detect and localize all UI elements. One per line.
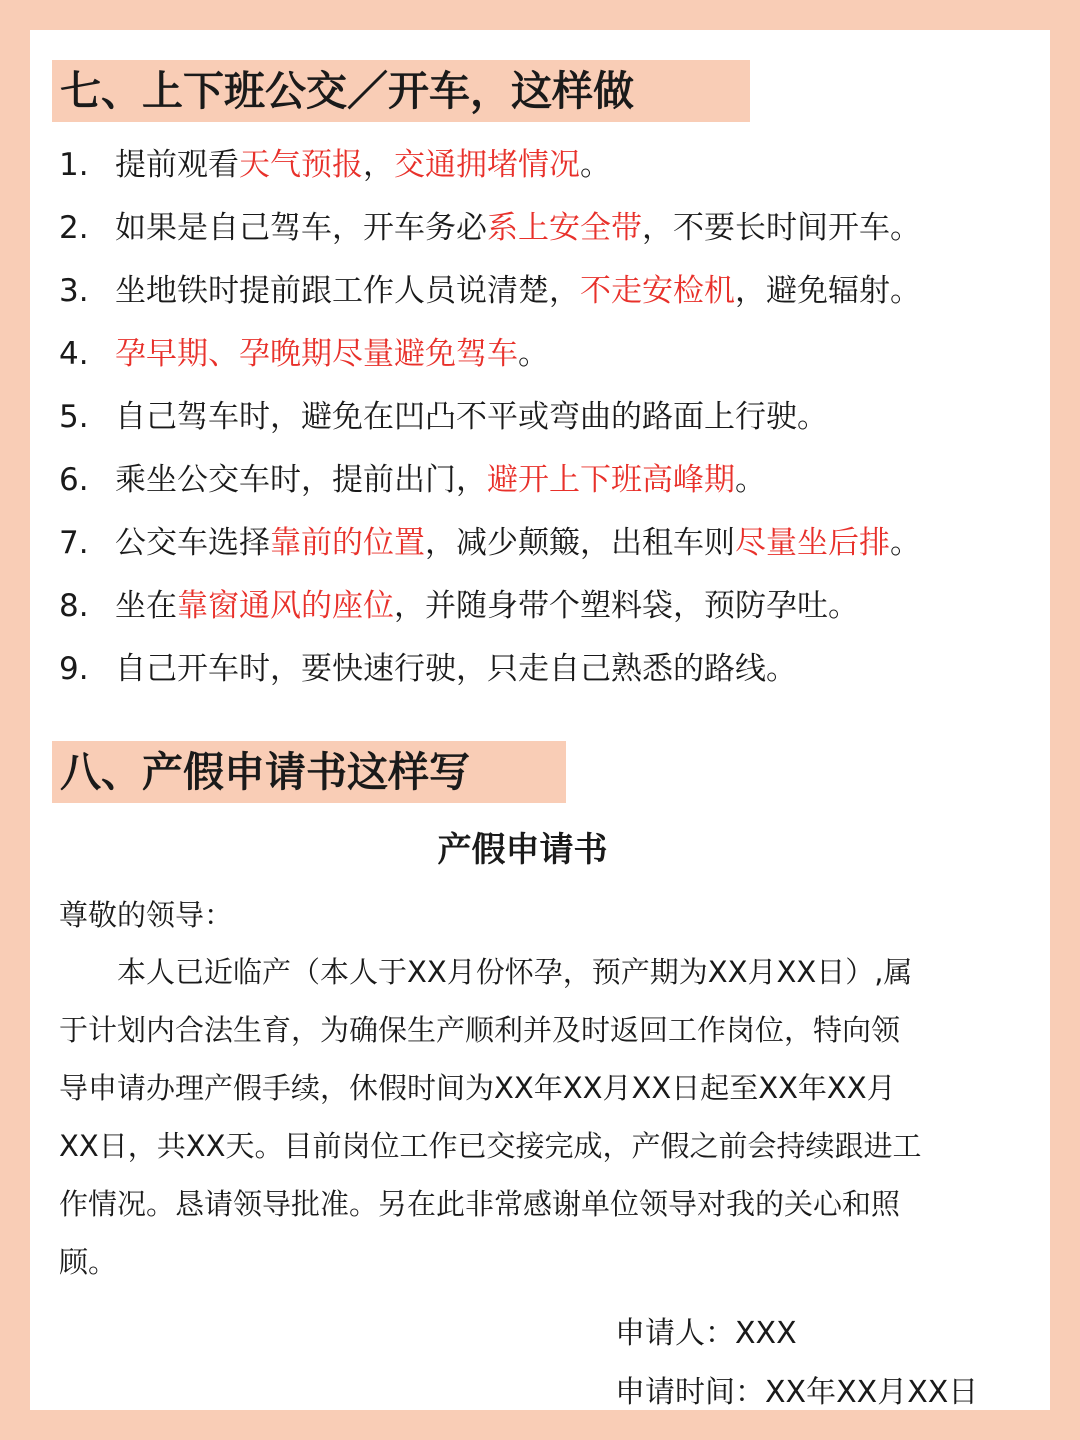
letter-body-line: 顾。 — [59, 1245, 118, 1279]
content-card — [30, 30, 1050, 1410]
letter-body-line: 本人已近临产（本人于XX月份怀孕，预产期为XX月XX日）,属 — [59, 955, 913, 989]
list-item-number: 1. — [59, 147, 89, 183]
list-item-text: ，减少颠簸，出租车则 — [425, 525, 735, 561]
list-item — [59, 197, 921, 259]
list-item-number: 6. — [59, 462, 89, 498]
list-item-number: 3. — [59, 273, 89, 309]
highlight-text: 交通拥堵情况 — [394, 147, 580, 183]
list-item — [59, 512, 921, 574]
highlight-text: 靠前的位置 — [270, 525, 425, 561]
list-item-number: 7. — [59, 525, 89, 561]
list-item-text: 自己开车时，要快速行驶，只走自己熟悉的路线。 — [115, 651, 797, 687]
list-item-text: 。 — [518, 336, 549, 372]
letter-salutation: 尊敬的领导： — [59, 898, 234, 932]
list-item-text: 自己驾车时，避免在凹凸不平或弯曲的路面上行驶。 — [115, 399, 828, 435]
letter-apply-time: 申请时间：XX年XX月XX日 — [615, 1375, 979, 1410]
list-item-number: 2. — [59, 210, 89, 246]
list-item — [59, 386, 828, 448]
list-item — [59, 323, 549, 385]
section-7-title: 七、上下班公交／开车，这样做 — [52, 60, 750, 122]
list-item-text: 乘坐公交车时，提前出门， — [115, 462, 487, 498]
highlight-text: 靠窗通风的座位 — [177, 588, 394, 624]
list-item-number: 5. — [59, 399, 89, 435]
list-item-text: 。 — [580, 147, 611, 183]
list-item — [59, 575, 859, 637]
list-item-text: 坐在 — [115, 588, 177, 624]
letter-applicant: 申请人：XXX — [615, 1316, 797, 1351]
list-item-text: ，避免辐射。 — [735, 273, 921, 309]
letter-body-line: 导申请办理产假手续，休假时间为XX年XX月XX日起至XX年XX月 — [59, 1071, 896, 1105]
list-item-number: 4. — [59, 336, 89, 372]
highlight-text: 孕早期、孕晚期尽量避免驾车 — [115, 336, 518, 372]
list-item-text: ，不要长时间开车。 — [642, 210, 921, 246]
letter-body-line: 作情况。恳请领导批准。另在此非常感谢单位领导对我的关心和照 — [59, 1187, 901, 1221]
list-item-text: 。 — [735, 462, 766, 498]
list-item-text: 如果是自己驾车，开车务必 — [115, 210, 487, 246]
list-item-text: 提前观看 — [115, 147, 239, 183]
list-item — [59, 134, 611, 196]
list-item-text: ， — [363, 147, 394, 183]
list-item — [59, 260, 921, 322]
letter-title: 产假申请书 — [437, 830, 608, 870]
highlight-text: 天气预报 — [239, 147, 363, 183]
list-item-number: 8. — [59, 588, 89, 624]
list-item-text: ，并随身带个塑料袋，预防孕吐。 — [394, 588, 859, 624]
highlight-text: 不走安检机 — [580, 273, 735, 309]
section-8-title: 八、产假申请书这样写 — [52, 741, 566, 803]
highlight-text: 系上安全带 — [487, 210, 642, 246]
list-item — [59, 638, 797, 700]
list-item — [59, 449, 766, 511]
list-item-text: 。 — [890, 525, 921, 561]
highlight-text: 尽量坐后排 — [735, 525, 890, 561]
list-item-text: 坐地铁时提前跟工作人员说清楚， — [115, 273, 580, 309]
list-item-number: 9. — [59, 651, 89, 687]
list-item-text: 公交车选择 — [115, 525, 270, 561]
letter-body-line: XX日，共XX天。目前岗位工作已交接完成，产假之前会持续跟进工 — [59, 1129, 922, 1163]
letter-body-line: 于计划内合法生育，为确保生产顺利并及时返回工作岗位，特向领 — [59, 1013, 901, 1047]
highlight-text: 避开上下班高峰期 — [487, 462, 735, 498]
